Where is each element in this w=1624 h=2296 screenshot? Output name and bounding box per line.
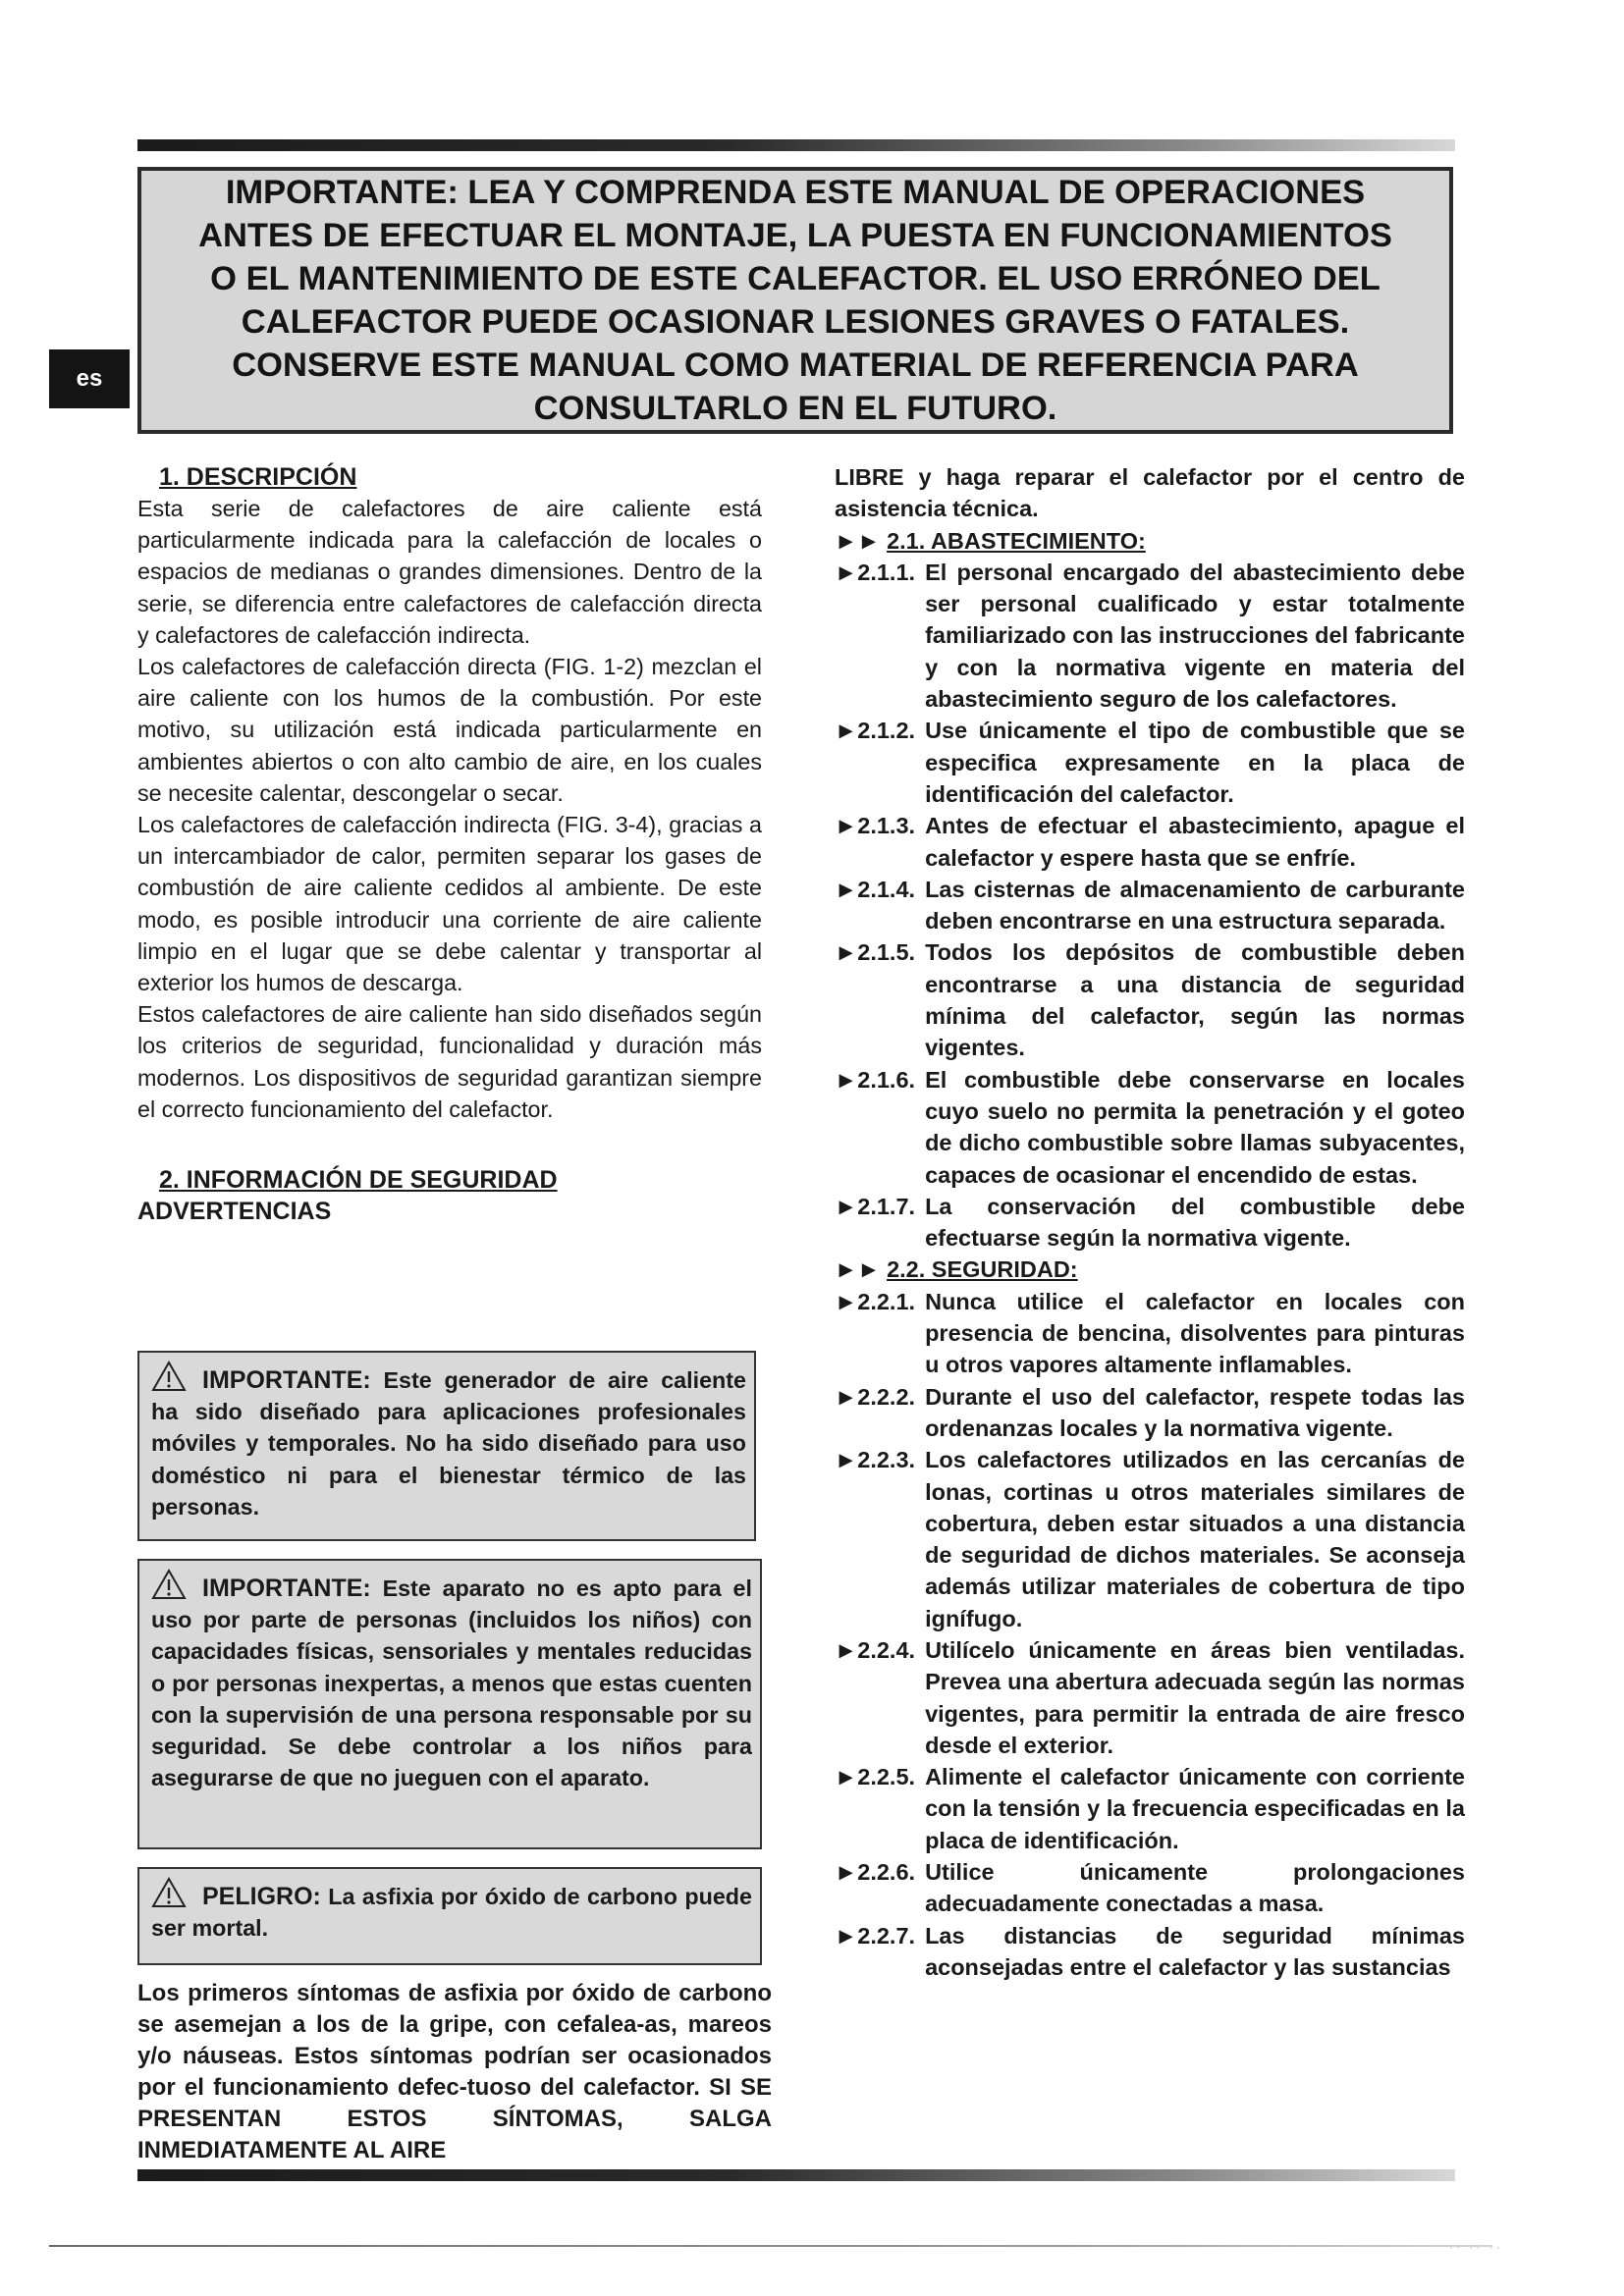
warning-triangle-icon (151, 1877, 187, 1908)
warning-label: IMPORTANTE: (202, 1366, 371, 1394)
important-banner (137, 167, 1453, 434)
item-text: Nunca utilice el calefactor en locales con presencia de bencina, disolventes para pinturas u otros vapores altamente inflamables. (925, 1288, 1465, 1378)
top-rule (137, 139, 1455, 151)
item-text: Durante el uso del calefactor, respete todas las ordenanzas locales y la normativa vigente. (925, 1383, 1465, 1441)
description-paragraph-3: Los calefactores de calefacción indirecta (FIG. 3-4), gracias a un intercambiador de calor, permiten separar los gases de combustión de aire caliente cedidos al ambiente. De este modo, es posible introducir una corriente de aire caliente limpio en el lugar que se debe calentar y transportar al exterior los humos de descarga. (137, 812, 762, 996)
warning-triangle-icon (151, 1361, 187, 1392)
item-text: El personal encargado del abastecimiento debe ser personal cualificado y estar totalmente familiarizado con las instrucciones del fabricante y con la normativa vigente en materia del abastecimiento seguro de los calefactores. (925, 559, 1465, 713)
subsection-2-2-heading: ►► 2.2. SEGURIDAD: (835, 1256, 1078, 1283)
item-text: Utilice únicamente prolongaciones adecuadamente conectadas a masa. (925, 1859, 1465, 1917)
description-paragraph-1: Esta serie de calefactores de aire caliente está particularmente indicada para la calefacción de locales o espacios de medianas o grandes dimensiones. Dentro de la serie, se diferencia entre calefactores de calefacción directa y calefactores de calefacción indirecta. (137, 496, 762, 648)
item-text: Use únicamente el tipo de combustible que se especifica expresamente en la placa de identificación del calefactor. (925, 718, 1465, 807)
item-text: La conservación del combustible debe efectuarse según la normativa vigente. (925, 1193, 1465, 1252)
item-number: ►2.2.7. (835, 1922, 916, 1949)
list-item (835, 1444, 1465, 1634)
section-2-heading: 2. INFORMACIÓN DE SEGURIDAD (159, 1166, 558, 1195)
item-number: ►2.2.4. (835, 1636, 916, 1663)
continuation-text: LIBRE y haga reparar el calefactor por el centro de asistencia técnica. (835, 464, 1465, 522)
list-item (835, 936, 1465, 1063)
list-item (835, 1920, 1465, 1984)
item-number: ►2.1.6. (835, 1066, 916, 1093)
warning-triangle-icon (151, 1569, 187, 1600)
item-text: Alimente el calefactor únicamente con corriente con la tensión y la frecuencia especificadas en la placa de identificación. (925, 1764, 1465, 1853)
section-1-heading: 1. DESCRIPCIÓN (159, 463, 357, 491)
co-symptoms-text (137, 1978, 772, 2166)
item-number: ►2.1.3. (835, 813, 916, 839)
warning-label: IMPORTANTE: (202, 1575, 371, 1602)
list-item (835, 874, 1465, 937)
list-item (835, 1634, 1465, 1761)
co-symptoms-paragraph: Los primeros síntomas de asfixia por óxido de carbono se asemejan a los de la gripe, con cefalea-as, mareos y/o náuseas. Estos síntomas podrían ser ocasionados por el funcionamiento defec-tuoso del calefactor. SI SE PRESENTAN ESTOS SÍNTOMAS, SALGA INMEDIATAMENTE AL AIRE (137, 1980, 772, 2163)
list-item (835, 715, 1465, 810)
language-tab: es (49, 349, 130, 408)
list-item (835, 1064, 1465, 1191)
list-item (835, 1761, 1465, 1856)
subsection-title: 2.1. ABASTECIMIENTO: (887, 527, 1146, 554)
item-number: ►2.1.7. (835, 1193, 916, 1219)
warning-label: PELIGRO: (202, 1883, 321, 1910)
footer-dots: ·· ·· ·· (1449, 2240, 1503, 2254)
left-column (137, 461, 772, 2163)
footer-line (49, 2245, 1492, 2247)
list-item (835, 1856, 1465, 1920)
warning-box-persons (137, 1559, 762, 1849)
item-text: Las cisternas de almacenamiento de carburante deben encontrarse en una estructura separada. (925, 876, 1465, 934)
warning-text (151, 1877, 752, 1944)
subsection-title: 2.2. SEGURIDAD: (887, 1256, 1078, 1283)
item-text: Utilícelo únicamente en áreas bien ventiladas. Prevea una abertura adecuada según las normas vigentes, para permitir la entrada de aire fresco desde el exterior. (925, 1636, 1465, 1758)
item-number: ►2.2.5. (835, 1764, 916, 1790)
list-item (835, 1286, 1465, 1381)
warning-box-danger (137, 1867, 762, 1965)
banner-line: CONSULTARLO EN EL FUTURO. (533, 390, 1057, 427)
banner-line: CONSERVE ESTE MANUAL COMO MATERIAL DE REFERENCIA PARA (232, 347, 1359, 384)
warning-body: La asfixia por óxido de carbono puede ser mortal. (151, 1884, 752, 1942)
item-text: Las distancias de seguridad mínimas aconsejadas entre el calefactor y las sustancias (925, 1922, 1465, 1980)
warning-text (151, 1361, 746, 1522)
banner-line: CALEFACTOR PUEDE OCASIONAR LESIONES GRAVES O FATALES. (241, 303, 1350, 341)
list-item (835, 810, 1465, 874)
banner-line: IMPORTANTE: LEA Y COMPRENDA ESTE MANUAL DE OPERACIONES (225, 174, 1366, 211)
item-text: Antes de efectuar el abastecimiento, apague el calefactor y espere hasta que se enfríe. (925, 813, 1465, 871)
banner-line: ANTES DE EFECTUAR EL MONTAJE, LA PUESTA EN FUNCIONAMIENTOS (198, 217, 1392, 254)
warning-body: Este generador de aire caliente ha sido diseñado para aplicaciones profesionales móviles y temporales. No ha sido diseñado para uso doméstico ni para el bienestar térmico de las personas. (151, 1367, 746, 1520)
right-column (835, 461, 1465, 1983)
warning-body: Este aparato no es apto para el uso por parte de personas (incluidos los niños) con capacidades físicas, sensoriales y mentales reducidas o por personas inexpertas, a menos que estas cuenten con la supervisión de una persona responsable por su seguridad. Se debe controlar a los niños para asegurarse de que no jueguen con el aparato. (151, 1575, 752, 1791)
item-number: ►2.1.4. (835, 876, 916, 902)
item-number: ►2.1.2. (835, 718, 916, 744)
list-item (835, 1191, 1465, 1255)
item-number: ►2.1.5. (835, 939, 916, 966)
warnings-heading: ADVERTENCIAS (137, 1198, 332, 1226)
item-text: Los calefactores utilizados en las cercanías de lonas, cortinas u otros materiales similares de cobertura, deben estar situados a una distancia de seguridad de dichos materiales. Se aconseja además utilizar materiales de cobertura de tipo ignífugo. (925, 1447, 1465, 1631)
item-number: ►2.2.3. (835, 1447, 916, 1473)
list-item (835, 557, 1465, 715)
item-number: ►2.2.6. (835, 1859, 916, 1886)
item-number: ►2.1.1. (835, 559, 916, 585)
banner-line: O EL MANTENIMIENTO DE ESTE CALEFACTOR. EL USO ERRÓNEO DEL (210, 260, 1380, 297)
item-text: Todos los depósitos de combustible deben encontrarse a una distancia de seguridad mínima del calefactor, según las normas vigentes. (925, 939, 1465, 1061)
description-paragraph-2: Los calefactores de calefacción directa (FIG. 1-2) mezclan el aire caliente con los humos de la combustión. Por este motivo, su utilización está indicada particularmente en ambientes abiertos o con alto cambio de aire, en los cuales se necesite calentar, descongelar o secar. (137, 654, 762, 806)
item-number: ►2.2.2. (835, 1383, 916, 1410)
warning-text (151, 1569, 752, 1793)
bottom-rule (137, 2169, 1455, 2181)
description-paragraph-4: Estos calefactores de aire caliente han sido diseñados según los criterios de seguridad, funcionalidad y duración más modernos. Los dispositivos de seguridad garantizan siempre el correcto funcionamiento del calefactor. (137, 1001, 762, 1122)
subsection-2-1-heading: ►► 2.1. ABASTECIMIENTO: (835, 527, 1146, 554)
list-item (835, 1381, 1465, 1445)
item-text: El combustible debe conservarse en locales cuyo suelo no permita la penetración y el goteo de dicho combustible sobre llamas subyacentes, capaces de ocasionar el encendido de estas. (925, 1066, 1465, 1188)
warning-box-professional-use (137, 1351, 756, 1541)
item-number: ►2.2.1. (835, 1288, 916, 1314)
